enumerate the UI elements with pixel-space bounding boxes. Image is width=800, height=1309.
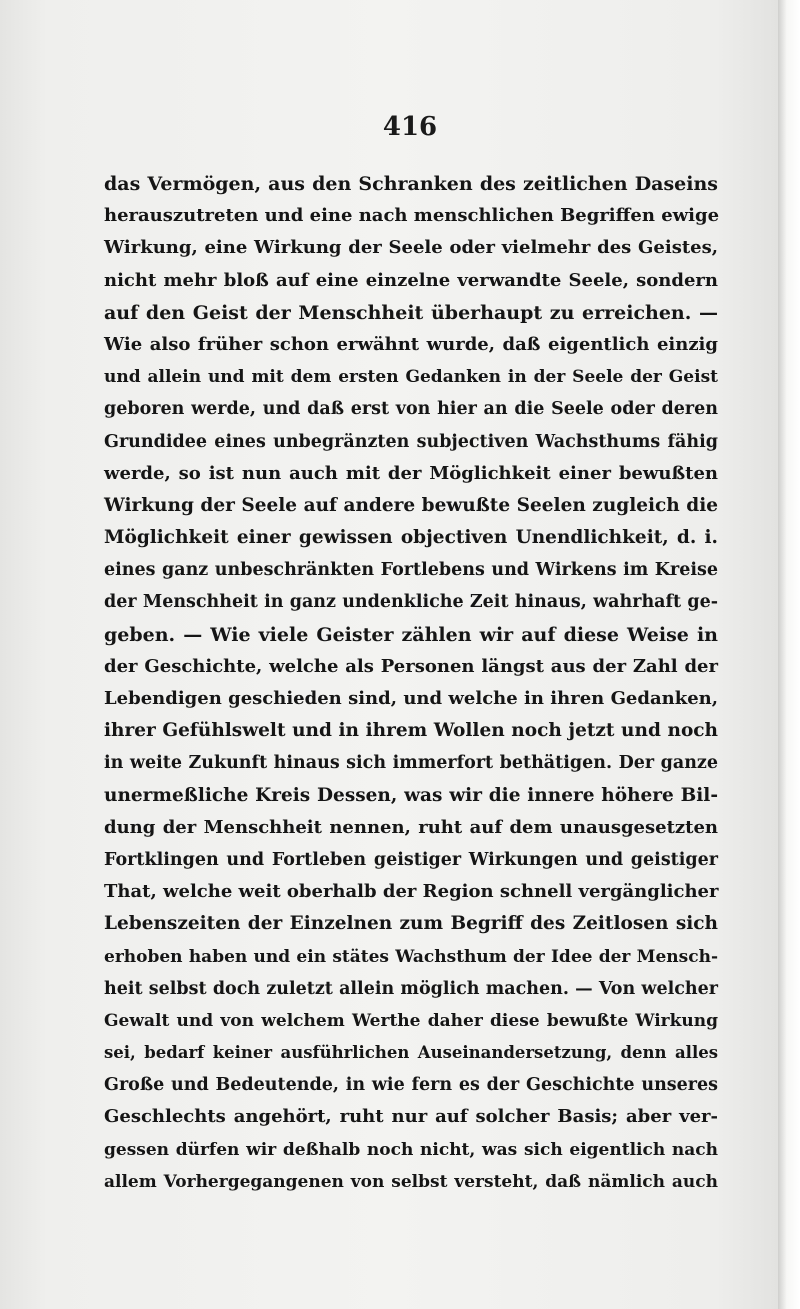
text-line: That, welche weit oberhalb der Region schnell vergänglicher <box>104 881 719 903</box>
text-line: Wie also früher schon erwähnt wurde, daß eigentlich einzig <box>104 333 718 355</box>
text-line: erhoben haben und ein stätes Wachsthum der Idee der Mensch- <box>104 946 718 967</box>
text-line: Fortklingen und Fortleben geistiger Wirkungen und geistiger <box>104 849 718 870</box>
text-line: Wirkung der Seele auf andere bewußte Seelen zugleich die <box>104 494 718 516</box>
text-line: Lebendigen geschieden sind, und welche in ihren Gedanken, <box>104 688 718 709</box>
text-line: Möglichkeit einer gewissen objectiven Unendlichkeit, d. i. <box>104 527 718 549</box>
text-line: gessen dürfen wir deßhalb noch nicht, was sich eigentlich nach <box>104 1139 718 1160</box>
text-line: geben. — Wie viele Geister zählen wir auf diese Weise in <box>104 623 718 646</box>
text-line: Lebenszeiten der Einzelnen zum Begriff des Zeitlosen sich <box>104 913 718 935</box>
page-number: 416 <box>382 112 438 142</box>
text-line: Grundidee eines unbegränzten subjectiven Wachsthums fähig <box>104 431 718 452</box>
page-edge <box>778 0 800 1309</box>
text-line: herauszutreten und eine nach menschlichen Begriffen ewige <box>104 205 720 227</box>
text-line: und allein und mit dem ersten Gedanken in der Seele der Geist <box>104 367 718 388</box>
text-line: geboren werde, und daß erst von hier an die Seele oder deren <box>104 399 718 420</box>
text-line: Wirkung, eine Wirkung der Seele oder vielmehr des Geistes, <box>104 237 718 259</box>
text-line: auf den Geist der Menschheit überhaupt zu erreichen. — <box>104 301 718 324</box>
text-line: in weite Zukunft hinaus sich immerfort bethätigen. Der ganze <box>104 753 718 774</box>
text-line: unermeßliche Kreis Dessen, was wir die innere höhere Bil- <box>104 784 718 806</box>
text-line: der Geschichte, welche als Personen längst aus der Zahl der <box>104 655 718 677</box>
text-line: das Vermögen, aus den Schranken des zeitlichen Daseins <box>104 173 718 195</box>
text-line: Große und Bedeutende, in wie fern es der Geschichte unseres <box>104 1075 718 1096</box>
text-line: eines ganz unbeschränkten Fortlebens und Wirkens im Kreise <box>104 560 718 581</box>
text-line: dung der Menschheit nennen, ruht auf dem unausgesetzten <box>104 816 718 838</box>
text-line: nicht mehr bloß auf eine einzelne verwandte Seele, sondern <box>104 269 718 291</box>
text-line: werde, so ist nun auch mit der Möglichkeit einer bewußten <box>104 462 718 484</box>
text-line: Gewalt und von welchem Werthe daher diese bewußte Wirkung <box>104 1010 718 1031</box>
text-line: Geschlechts angehört, ruht nur auf solcher Basis; aber ver- <box>104 1106 718 1128</box>
text-line: der Menschheit in ganz undenkliche Zeit hinaus, wahrhaft ge- <box>104 592 718 613</box>
text-line: ihrer Gefühlswelt und in ihrem Wollen noch jetzt und noch <box>104 720 718 742</box>
text-line: allem Vorhergegangenen von selbst versteht, daß nämlich auch <box>104 1171 718 1192</box>
body-text <box>104 168 718 1198</box>
text-line: heit selbst doch zuletzt allein möglich machen. — Von welcher <box>104 978 718 999</box>
text-line: sei, bedarf keiner ausführlichen Auseinandersetzung, denn alles <box>104 1043 718 1063</box>
